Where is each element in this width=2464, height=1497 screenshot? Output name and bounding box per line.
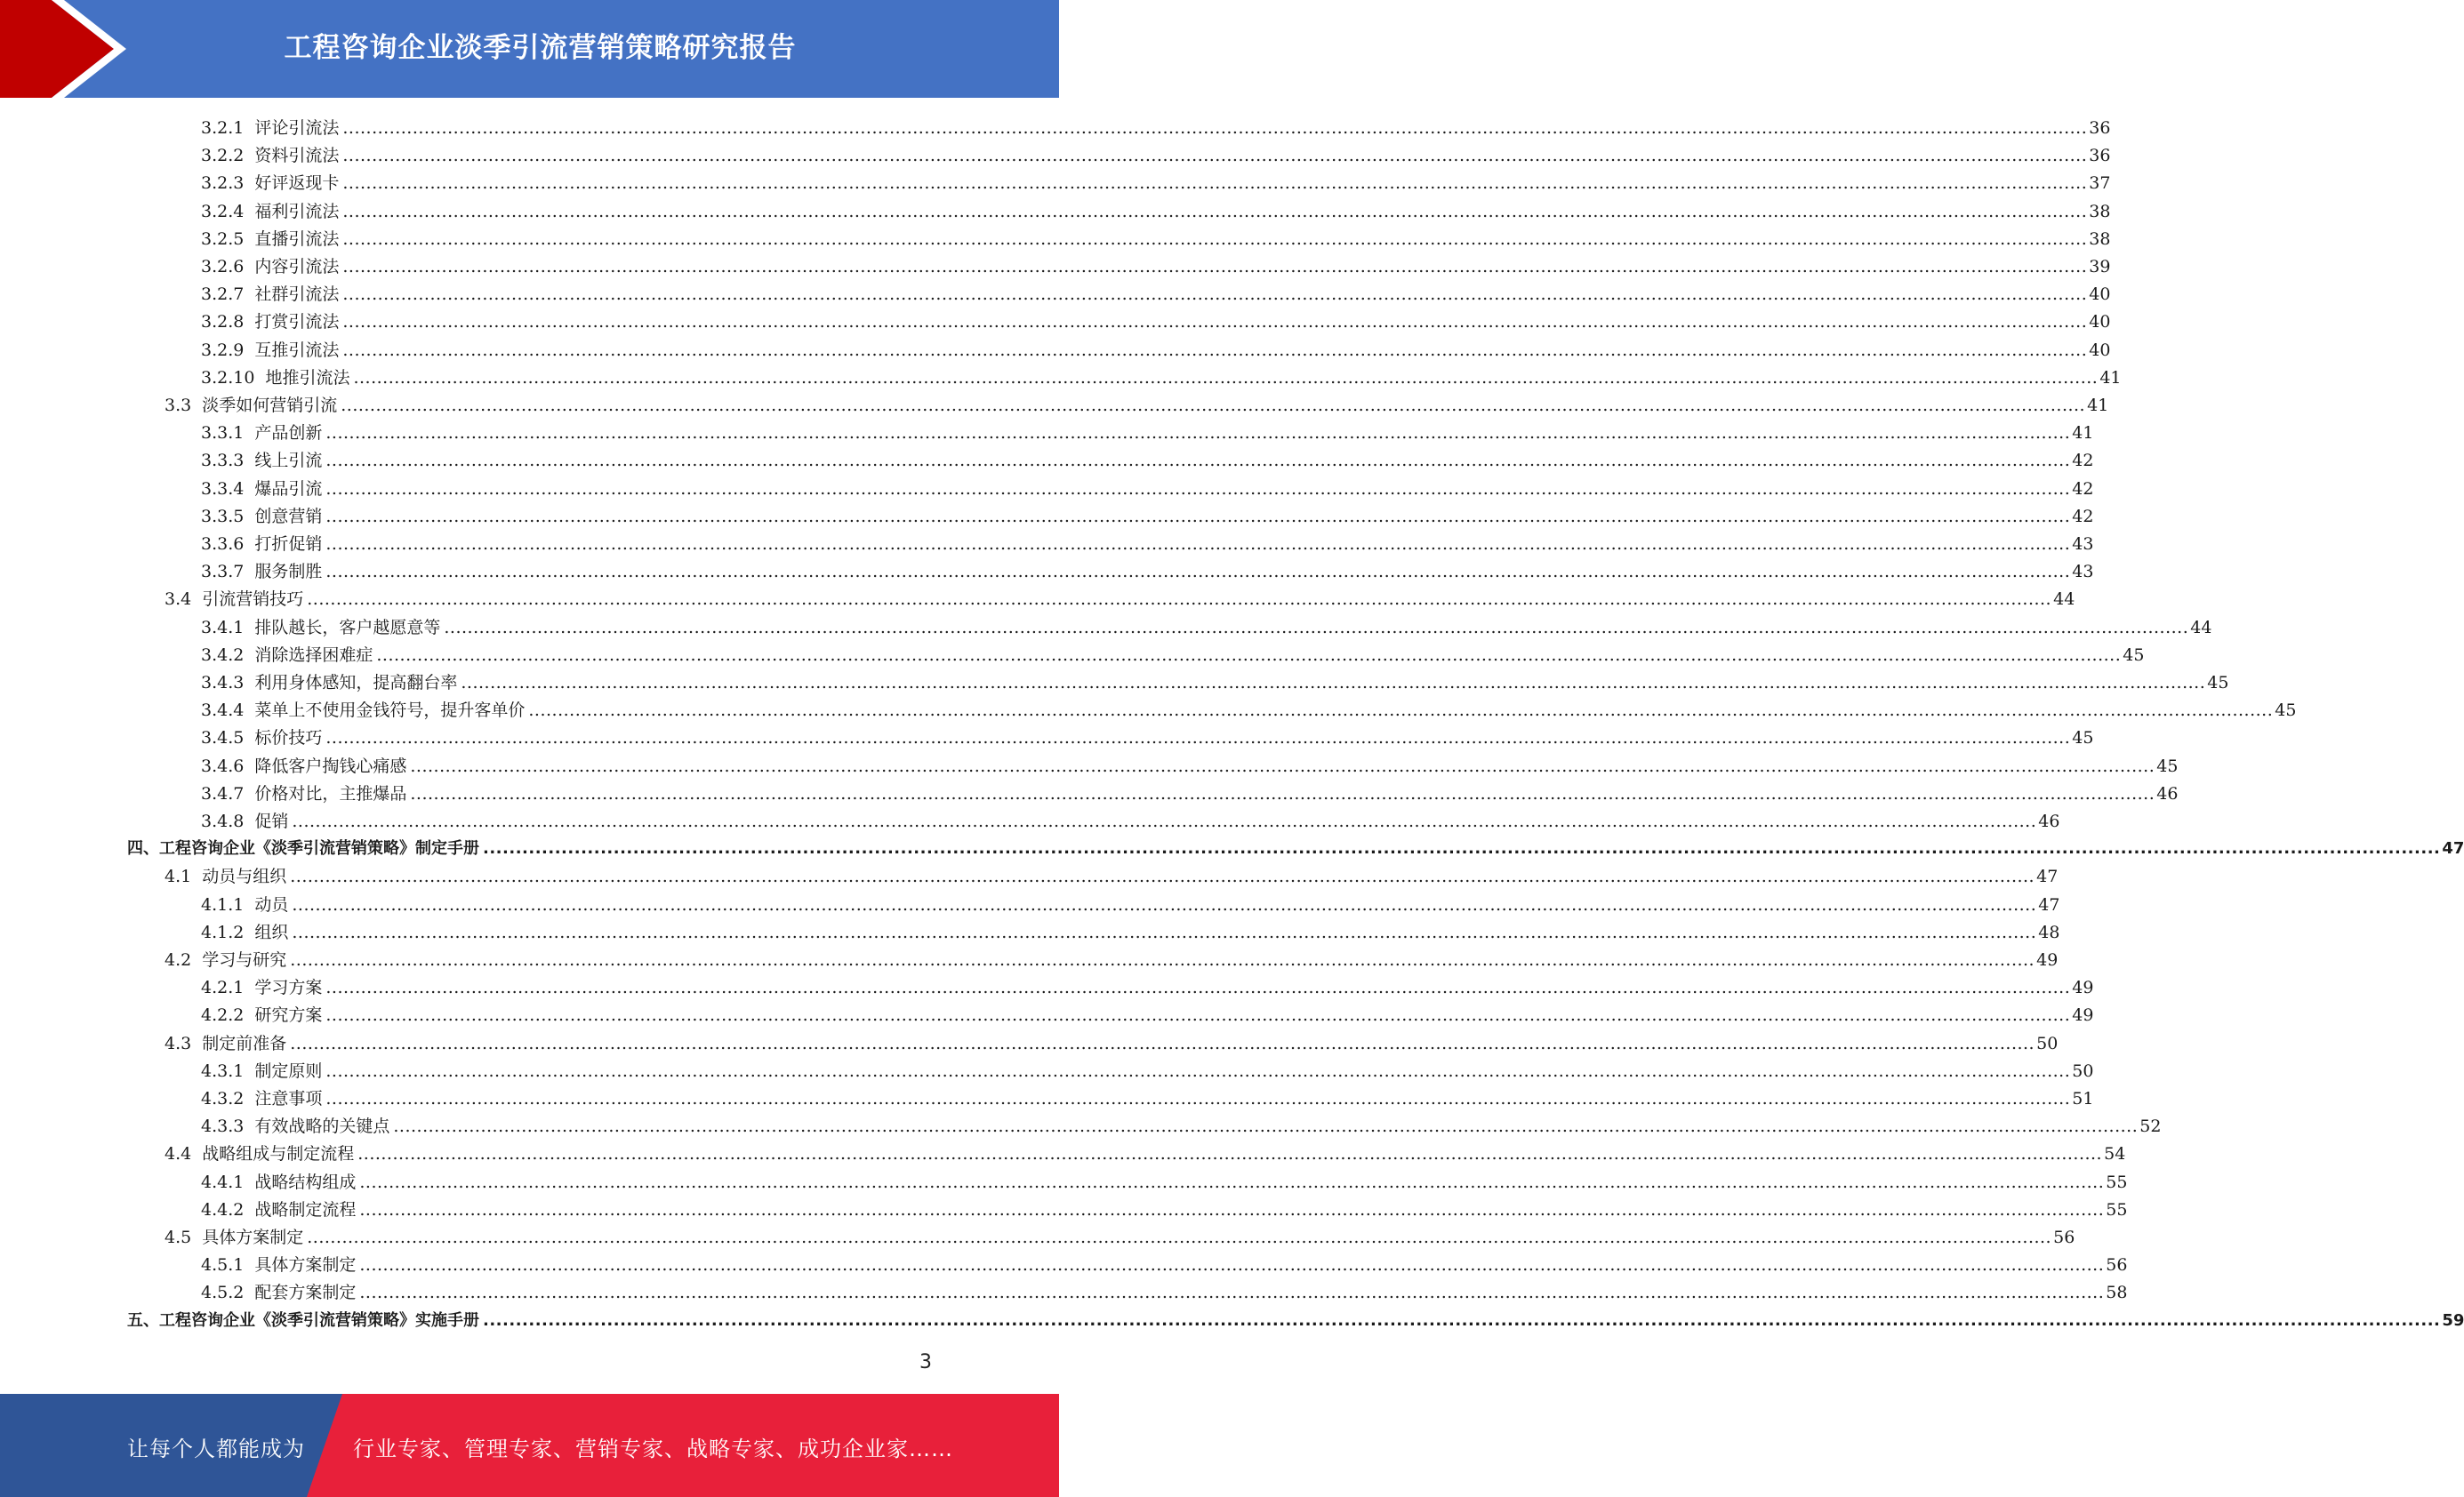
- toc-entry-page: 49: [2072, 978, 2094, 998]
- toc-entry-number: 4.1.1: [201, 894, 245, 915]
- toc-entry-title: 价格对比，主推爆品: [254, 783, 407, 804]
- toc-entry-number: 3.3.6: [201, 534, 245, 554]
- toc-entry-page: 44: [2190, 617, 2212, 637]
- toc-entry-title: 战略结构组成: [254, 1172, 357, 1192]
- toc-entry-number: 4.4.1: [201, 1172, 245, 1192]
- toc-entry-title: 利用身体感知，提高翻台率: [254, 673, 458, 692]
- toc-entry-page: 43: [2072, 534, 2094, 554]
- toc-entry[interactable]: [201, 696, 2297, 721]
- toc-entry-label: [127, 838, 479, 860]
- toc-entry-label: [201, 422, 322, 444]
- toc-entry-label: [201, 506, 322, 527]
- toc-entry-label: [201, 533, 322, 555]
- toc-entry[interactable]: [201, 419, 2094, 444]
- toc-entry-number: 3.3.5: [201, 506, 245, 526]
- toc-entry-label: [201, 811, 288, 832]
- toc-entry[interactable]: [201, 668, 2229, 693]
- toc-entry-number: 3.4.1: [201, 617, 245, 637]
- toc-entry-number: 3.4.3: [201, 673, 245, 692]
- toc-entry-number: 4.4: [165, 1144, 192, 1165]
- toc-dot-leader: ............................................................................................................................................................................................................................................................................................................: [342, 284, 2088, 305]
- toc-entry-title: 降低客户掏钱心痛感: [254, 756, 407, 776]
- toc-entry-label: [201, 1005, 322, 1026]
- toc-entry[interactable]: [201, 1278, 2128, 1303]
- toc-dot-leader: ............................................................................................................................................................................................................................................................................................................: [292, 922, 2037, 942]
- toc-entry[interactable]: [201, 891, 2060, 916]
- toc-entry-title: 具体方案制定: [202, 1228, 304, 1247]
- toc-entry-title: 五、工程咨询企业《淡季引流营销策略》实施手册: [127, 1310, 479, 1330]
- toc-entry[interactable]: [201, 1085, 2094, 1109]
- toc-entry-number: 3.2.5: [201, 228, 245, 249]
- toc-entry[interactable]: [201, 141, 2111, 166]
- toc-entry-page: 55: [2106, 1199, 2128, 1220]
- toc-entry-page: 50: [2072, 1061, 2094, 1081]
- toc-entry-title: 标价技巧: [254, 728, 323, 748]
- toc-entry-title: 爆品引流: [254, 478, 323, 499]
- toc-dot-leader: ............................................................................................................................................................................................................................................................................................................: [342, 201, 2088, 221]
- toc-entry-label: [201, 340, 339, 361]
- toc-entry[interactable]: [201, 308, 2111, 332]
- toc-entry-label: [201, 172, 339, 194]
- toc-entry-number: 3.2.7: [201, 284, 245, 305]
- toc-entry-page: 40: [2089, 284, 2111, 305]
- toc-entry-number: 3.4.7: [201, 783, 245, 804]
- toc-entry-label: [201, 727, 322, 748]
- toc-entry-page: 49: [2036, 950, 2059, 970]
- toc-dot-leader: ............................................................................................................................................................................................................................................................................................................: [410, 756, 2155, 776]
- toc-dot-leader: ............................................................................................................................................................................................................................................................................................................: [325, 1089, 2071, 1109]
- toc-entry[interactable]: [201, 780, 2179, 805]
- toc-entry-page: 45: [2156, 756, 2179, 776]
- toc-entry-page: 46: [2156, 783, 2179, 804]
- toc-dot-leader: ............................................................................................................................................................................................................................................................................................................: [325, 506, 2071, 526]
- toc-entry-number: 3.2.2: [201, 146, 245, 166]
- toc-entry-title: 研究方案: [254, 1005, 323, 1026]
- toc-entry-number: 3.3.4: [201, 478, 245, 499]
- toc-entry-title: 配套方案制定: [254, 1283, 357, 1303]
- toc-entry-label: [201, 756, 406, 777]
- toc-entry-title: 评论引流法: [254, 118, 340, 138]
- toc-entry-label: [201, 894, 288, 916]
- toc-entry-title: 内容引流法: [254, 257, 340, 276]
- toc-entry-label: [165, 395, 337, 416]
- toc-dot-leader: ............................................................................................................................................................................................................................................................................................................: [307, 589, 2052, 610]
- toc-entry-number: 3.2.1: [201, 118, 245, 138]
- toc-entry-number: 4.5.1: [201, 1255, 245, 1276]
- toc-entry-number: 3.4.2: [201, 644, 245, 665]
- toc-entry-label: [201, 1088, 322, 1109]
- toc-entry[interactable]: [201, 169, 2111, 194]
- toc-dot-leader: ............................................................................................................................................................................................................................................................................................................: [292, 894, 2037, 915]
- toc-entry-label: [201, 1254, 356, 1276]
- toc-dot-leader: ............................................................................................................................................................................................................................................................................................................: [342, 173, 2088, 194]
- toc-entry-title: 好评返现卡: [254, 173, 340, 194]
- toc-entry-title: 线上引流: [254, 451, 323, 471]
- toc-entry-number: 3.4.5: [201, 728, 245, 748]
- toc-entry-page: 47: [2036, 867, 2059, 887]
- toc-entry-label: [201, 311, 339, 332]
- toc-entry-label: [201, 700, 525, 721]
- toc-dot-leader: ............................................................................................................................................................................................................................................................................................................: [325, 451, 2071, 471]
- toc-entry-page: 49: [2072, 1005, 2094, 1026]
- toc-entry-label: [165, 588, 303, 610]
- toc-entry[interactable]: [201, 446, 2094, 471]
- toc-dot-leader: ............................................................................................................................................................................................................................................................................................................: [342, 118, 2088, 138]
- toc-entry[interactable]: [201, 918, 2060, 943]
- page-footer: [0, 1394, 1059, 1497]
- toc-entry[interactable]: [201, 225, 2111, 250]
- toc-entry-page: 36: [2089, 146, 2111, 166]
- toc-entry-label: [201, 644, 373, 666]
- toc-dot-leader: ............................................................................................................................................................................................................................................................................................................: [307, 1228, 2052, 1247]
- toc-entry-page: 38: [2089, 228, 2111, 249]
- toc-entry-number: 3.4.4: [201, 700, 245, 721]
- toc-entry-page: 43: [2072, 562, 2094, 582]
- toc-dot-leader: ............................................................................................................................................................................................................................................................................................................: [325, 728, 2071, 748]
- toc-entry-title: 淡季如何营销引流: [202, 396, 338, 415]
- toc-entry-page: 41: [2072, 423, 2094, 444]
- toc-entry[interactable]: [201, 336, 2111, 361]
- toc-dot-leader: ............................................................................................................................................................................................................................................................................................................: [325, 562, 2071, 582]
- toc-entry-page: 51: [2072, 1089, 2094, 1109]
- toc-entry-page: 50: [2036, 1033, 2059, 1053]
- toc-entry[interactable]: [201, 973, 2094, 998]
- toc-entry[interactable]: [201, 613, 2212, 638]
- toc-entry[interactable]: [201, 530, 2094, 555]
- toc-entry[interactable]: [201, 1251, 2128, 1276]
- toc-entry-page: 55: [2106, 1172, 2128, 1192]
- toc-entry-number: 3.2.8: [201, 312, 245, 332]
- toc-entry-title: 注意事项: [254, 1089, 323, 1109]
- toc-entry[interactable]: [201, 1001, 2094, 1026]
- toc-entry[interactable]: [201, 1057, 2094, 1082]
- toc-entry-number: 4.5.2: [201, 1283, 245, 1303]
- toc-entry[interactable]: [201, 724, 2094, 748]
- toc-entry-number: 3.2.4: [201, 201, 245, 221]
- toc-entry-number: 3.2.9: [201, 340, 245, 360]
- toc-entry-number: 4.3.3: [201, 1117, 245, 1137]
- toc-dot-leader: ............................................................................................................................................................................................................................................................................................................: [341, 396, 2086, 415]
- toc-entry-label: [201, 783, 406, 805]
- toc-entry-page: 54: [2104, 1144, 2126, 1165]
- toc-entry-label: [201, 1172, 356, 1193]
- toc-dot-leader: ............................................................................................................................................................................................................................................................................................................: [325, 534, 2071, 554]
- toc-entry-number: 4.3.2: [201, 1089, 245, 1109]
- toc-entry-number: 3.2.3: [201, 173, 245, 194]
- toc-entry-title: 具体方案制定: [254, 1255, 357, 1276]
- toc-entry-number: 3.3.1: [201, 423, 245, 444]
- toc-entry-label: [201, 450, 322, 471]
- toc-entry-title: 组织: [254, 922, 289, 942]
- toc-dot-leader: ............................................................................................................................................................................................................................................................................................................: [292, 812, 2037, 831]
- toc-entry-title: 打赏引流法: [254, 312, 340, 332]
- toc-entry-title: 动员: [254, 894, 289, 915]
- toc-dot-leader: ............................................................................................................................................................................................................................................................................................................: [353, 367, 2099, 388]
- toc-entry-page: 42: [2072, 478, 2094, 499]
- toc-entry[interactable]: [165, 1140, 2126, 1165]
- toc-entry-label: [201, 117, 339, 139]
- toc-dot-leader: ............................................................................................................................................................................................................................................................................................................: [359, 1199, 2105, 1220]
- toc-entry[interactable]: [127, 1307, 2464, 1332]
- toc-entry-label: [201, 672, 457, 693]
- toc-entry-number: 3.4.6: [201, 756, 245, 776]
- report-title: 工程咨询企业淡季引流营销策略研究报告: [284, 32, 797, 64]
- toc-dot-leader: ............................................................................................................................................................................................................................................................................................................: [461, 673, 2206, 692]
- toc-entry-number: 4.2: [165, 950, 192, 970]
- toc-entry-title: 促销: [254, 812, 289, 831]
- toc-entry-title: 排队越长，客户越愿意等: [254, 617, 441, 637]
- toc-entry[interactable]: [201, 197, 2111, 222]
- toc-dot-leader: ............................................................................................................................................................................................................................................................................................................: [325, 1005, 2071, 1026]
- toc-entry-label: [201, 977, 322, 998]
- toc-entry[interactable]: [201, 280, 2111, 305]
- page-header: [0, 0, 1059, 98]
- toc-entry-title: 直播引流法: [254, 228, 340, 249]
- toc-dot-leader: ............................................................................................................................................................................................................................................................................................................: [483, 1310, 2441, 1330]
- toc-entry[interactable]: [165, 862, 2059, 887]
- toc-entry-number: 3.3: [165, 396, 192, 415]
- toc-entry[interactable]: [165, 391, 2109, 416]
- toc-dot-leader: ............................................................................................................................................................................................................................................................................................................: [359, 1172, 2105, 1192]
- toc-entry-title: 学习方案: [254, 978, 323, 998]
- toc-entry[interactable]: [201, 1168, 2128, 1193]
- toc-entry-title: 社群引流法: [254, 284, 340, 305]
- toc-entry-label: [201, 256, 339, 277]
- toc-dot-leader: ............................................................................................................................................................................................................................................................................................................: [325, 423, 2071, 444]
- toc-entry-number: 3.4.8: [201, 812, 245, 831]
- toc-entry-label: [127, 1310, 479, 1332]
- toc-entry-title: 制定前准备: [202, 1033, 287, 1053]
- toc-dot-leader: ............................................................................................................................................................................................................................................................................................................: [528, 700, 2274, 721]
- toc-entry-page: 56: [2053, 1228, 2075, 1247]
- toc-entry[interactable]: [201, 502, 2094, 527]
- toc-entry-label: [201, 1061, 322, 1082]
- toc-entry-label: [201, 1116, 389, 1137]
- toc-dot-leader: ............................................................................................................................................................................................................................................................................................................: [342, 228, 2088, 249]
- toc-entry-number: 4.4.2: [201, 1199, 245, 1220]
- toc-entry-page: 48: [2038, 922, 2060, 942]
- toc-entry-title: 有效战略的关键点: [254, 1117, 390, 1137]
- toc-entry-page: 40: [2089, 312, 2111, 332]
- toc-entry-number: 4.3: [165, 1033, 192, 1053]
- toc-entry[interactable]: [201, 752, 2179, 777]
- toc-dot-leader: ............................................................................................................................................................................................................................................................................................................: [342, 312, 2088, 332]
- toc-entry-label: [201, 145, 339, 166]
- toc-entry-label: [201, 284, 339, 305]
- toc-entry-page: 39: [2089, 257, 2111, 276]
- toc-dot-leader: ............................................................................................................................................................................................................................................................................................................: [357, 1144, 2103, 1165]
- toc-entry-title: 制定原则: [254, 1061, 323, 1081]
- toc-entry-label: [201, 478, 322, 500]
- toc-dot-leader: ............................................................................................................................................................................................................................................................................................................: [359, 1283, 2105, 1303]
- toc-dot-leader: ............................................................................................................................................................................................................................................................................................................: [410, 783, 2155, 804]
- toc-entry-title: 动员与组织: [202, 867, 287, 887]
- toc-entry-label: [165, 1033, 286, 1054]
- toc-entry-title: 资料引流法: [254, 146, 340, 166]
- toc-entry-page: 41: [2099, 367, 2122, 388]
- toc-entry-page: 44: [2053, 589, 2075, 610]
- toc-entry-title: 打折促销: [254, 534, 323, 554]
- toc-entry-number: 4.5: [165, 1228, 192, 1247]
- toc-entry[interactable]: [201, 641, 2145, 666]
- toc-entry-page: 42: [2072, 451, 2094, 471]
- toc-entry-page: 37: [2089, 173, 2111, 194]
- toc-entry-number: 3.2.6: [201, 257, 245, 276]
- toc-entry-title: 学习与研究: [202, 950, 287, 970]
- toc-entry-page: 59: [2442, 1310, 2464, 1330]
- toc-dot-leader: ............................................................................................................................................................................................................................................................................................................: [393, 1117, 2139, 1137]
- toc-entry-number: 4.2.2: [201, 1005, 245, 1026]
- toc-entry-title: 战略组成与制定流程: [202, 1144, 355, 1165]
- toc-entry[interactable]: [201, 557, 2094, 582]
- toc-entry[interactable]: [165, 585, 2075, 610]
- toc-dot-leader: ............................................................................................................................................................................................................................................................................................................: [325, 978, 2071, 998]
- toc-dot-leader: ............................................................................................................................................................................................................................................................................................................: [290, 950, 2035, 970]
- toc-entry-page: 47: [2442, 839, 2464, 859]
- toc-entry-title: 地推引流法: [265, 367, 350, 388]
- toc-entry-title: 菜单上不使用金钱符号，提升客单价: [254, 700, 526, 721]
- toc-entry-label: [201, 617, 440, 638]
- toc-dot-leader: ............................................................................................................................................................................................................................................................................................................: [290, 1033, 2035, 1053]
- toc-entry-label: [201, 922, 288, 943]
- toc-entry-title: 创意营销: [254, 506, 323, 526]
- toc-entry-title: 引流营销技巧: [202, 589, 304, 610]
- toc-entry-page: 41: [2087, 396, 2109, 415]
- toc-entry-page: 38: [2089, 201, 2111, 221]
- toc-dot-leader: ............................................................................................................................................................................................................................................................................................................: [290, 867, 2035, 887]
- toc-entry-page: 56: [2106, 1255, 2128, 1276]
- toc-entry[interactable]: [201, 114, 2111, 139]
- toc-entry-page: 52: [2139, 1117, 2162, 1137]
- toc-entry-number: 4.2.1: [201, 978, 245, 998]
- toc-entry[interactable]: [165, 1029, 2059, 1054]
- toc-entry-page: 45: [2123, 644, 2145, 665]
- toc-dot-leader: ............................................................................................................................................................................................................................................................................................................: [444, 617, 2189, 637]
- toc-entry-title: 福利引流法: [254, 201, 340, 221]
- toc-entry-title: 产品创新: [254, 423, 323, 444]
- toc-entry[interactable]: [201, 1112, 2162, 1137]
- toc-entry-page: 42: [2072, 506, 2094, 526]
- toc-entry-title: 服务制胜: [254, 562, 323, 582]
- toc-entry-page: 46: [2038, 812, 2060, 831]
- toc-entry-number: 4.1: [165, 867, 192, 887]
- toc-entry-page: 45: [2207, 673, 2229, 692]
- toc-entry-number: 3.2.10: [201, 367, 255, 388]
- toc-entry[interactable]: [201, 364, 2122, 388]
- toc-entry-number: 4.3.1: [201, 1061, 245, 1081]
- toc-entry-page: 45: [2275, 700, 2297, 721]
- toc-entry[interactable]: [201, 807, 2060, 832]
- toc-entry-page: 45: [2072, 728, 2094, 748]
- toc-entry-label: [165, 1227, 303, 1248]
- toc-entry-title: 战略制定流程: [254, 1199, 357, 1220]
- toc-dot-leader: ............................................................................................................................................................................................................................................................................................................: [483, 839, 2441, 859]
- toc-entry-page: 58: [2106, 1283, 2128, 1303]
- toc-entry-number: 3.3.3: [201, 451, 245, 471]
- toc-entry-label: [201, 367, 349, 388]
- toc-entry-page: 47: [2038, 894, 2060, 915]
- toc-entry-label: [201, 1282, 356, 1303]
- toc-entry-label: [165, 1143, 354, 1165]
- toc-entry-label: [165, 949, 286, 971]
- toc-entry-number: 3.4: [165, 589, 192, 610]
- toc-dot-leader: ............................................................................................................................................................................................................................................................................................................: [342, 146, 2088, 166]
- toc-entry-title: 互推引流法: [254, 340, 340, 360]
- toc-entry-page: 40: [2089, 340, 2111, 360]
- toc-dot-leader: ............................................................................................................................................................................................................................................................................................................: [325, 1061, 2071, 1081]
- toc-entry[interactable]: [127, 835, 2464, 860]
- toc-entry[interactable]: [165, 1223, 2075, 1248]
- page-number: 3: [919, 1351, 932, 1373]
- footer-slogan-left: 让每个人都能成为: [127, 1437, 305, 1461]
- toc-entry-label: [201, 228, 339, 250]
- toc-entry-number: 3.3.7: [201, 562, 245, 582]
- toc-entry-page: 36: [2089, 118, 2111, 138]
- toc-dot-leader: ............................................................................................................................................................................................................................................................................................................: [359, 1255, 2105, 1276]
- toc-entry-title: 消除选择困难症: [254, 644, 373, 665]
- toc-entry-label: [201, 1199, 356, 1221]
- toc-entry[interactable]: [201, 475, 2094, 500]
- footer-slogan-right: 行业专家、管理专家、营销专家、战略专家、成功企业家……: [353, 1437, 953, 1461]
- toc-entry-label: [201, 561, 322, 582]
- toc-entry[interactable]: [165, 946, 2059, 971]
- toc-entry[interactable]: [201, 252, 2111, 277]
- toc-entry-label: [165, 866, 286, 887]
- toc-dot-leader: ............................................................................................................................................................................................................................................................................................................: [376, 644, 2122, 665]
- toc-dot-leader: ............................................................................................................................................................................................................................................................................................................: [325, 478, 2071, 499]
- toc-entry-number: 4.1.2: [201, 922, 245, 942]
- toc-entry-title: 四、工程咨询企业《淡季引流营销策略》制定手册: [127, 839, 479, 859]
- toc-entry[interactable]: [201, 1196, 2128, 1221]
- toc-dot-leader: ............................................................................................................................................................................................................................................................................................................: [342, 257, 2088, 276]
- toc-dot-leader: ............................................................................................................................................................................................................................................................................................................: [342, 340, 2088, 360]
- toc-entry-label: [201, 201, 339, 222]
